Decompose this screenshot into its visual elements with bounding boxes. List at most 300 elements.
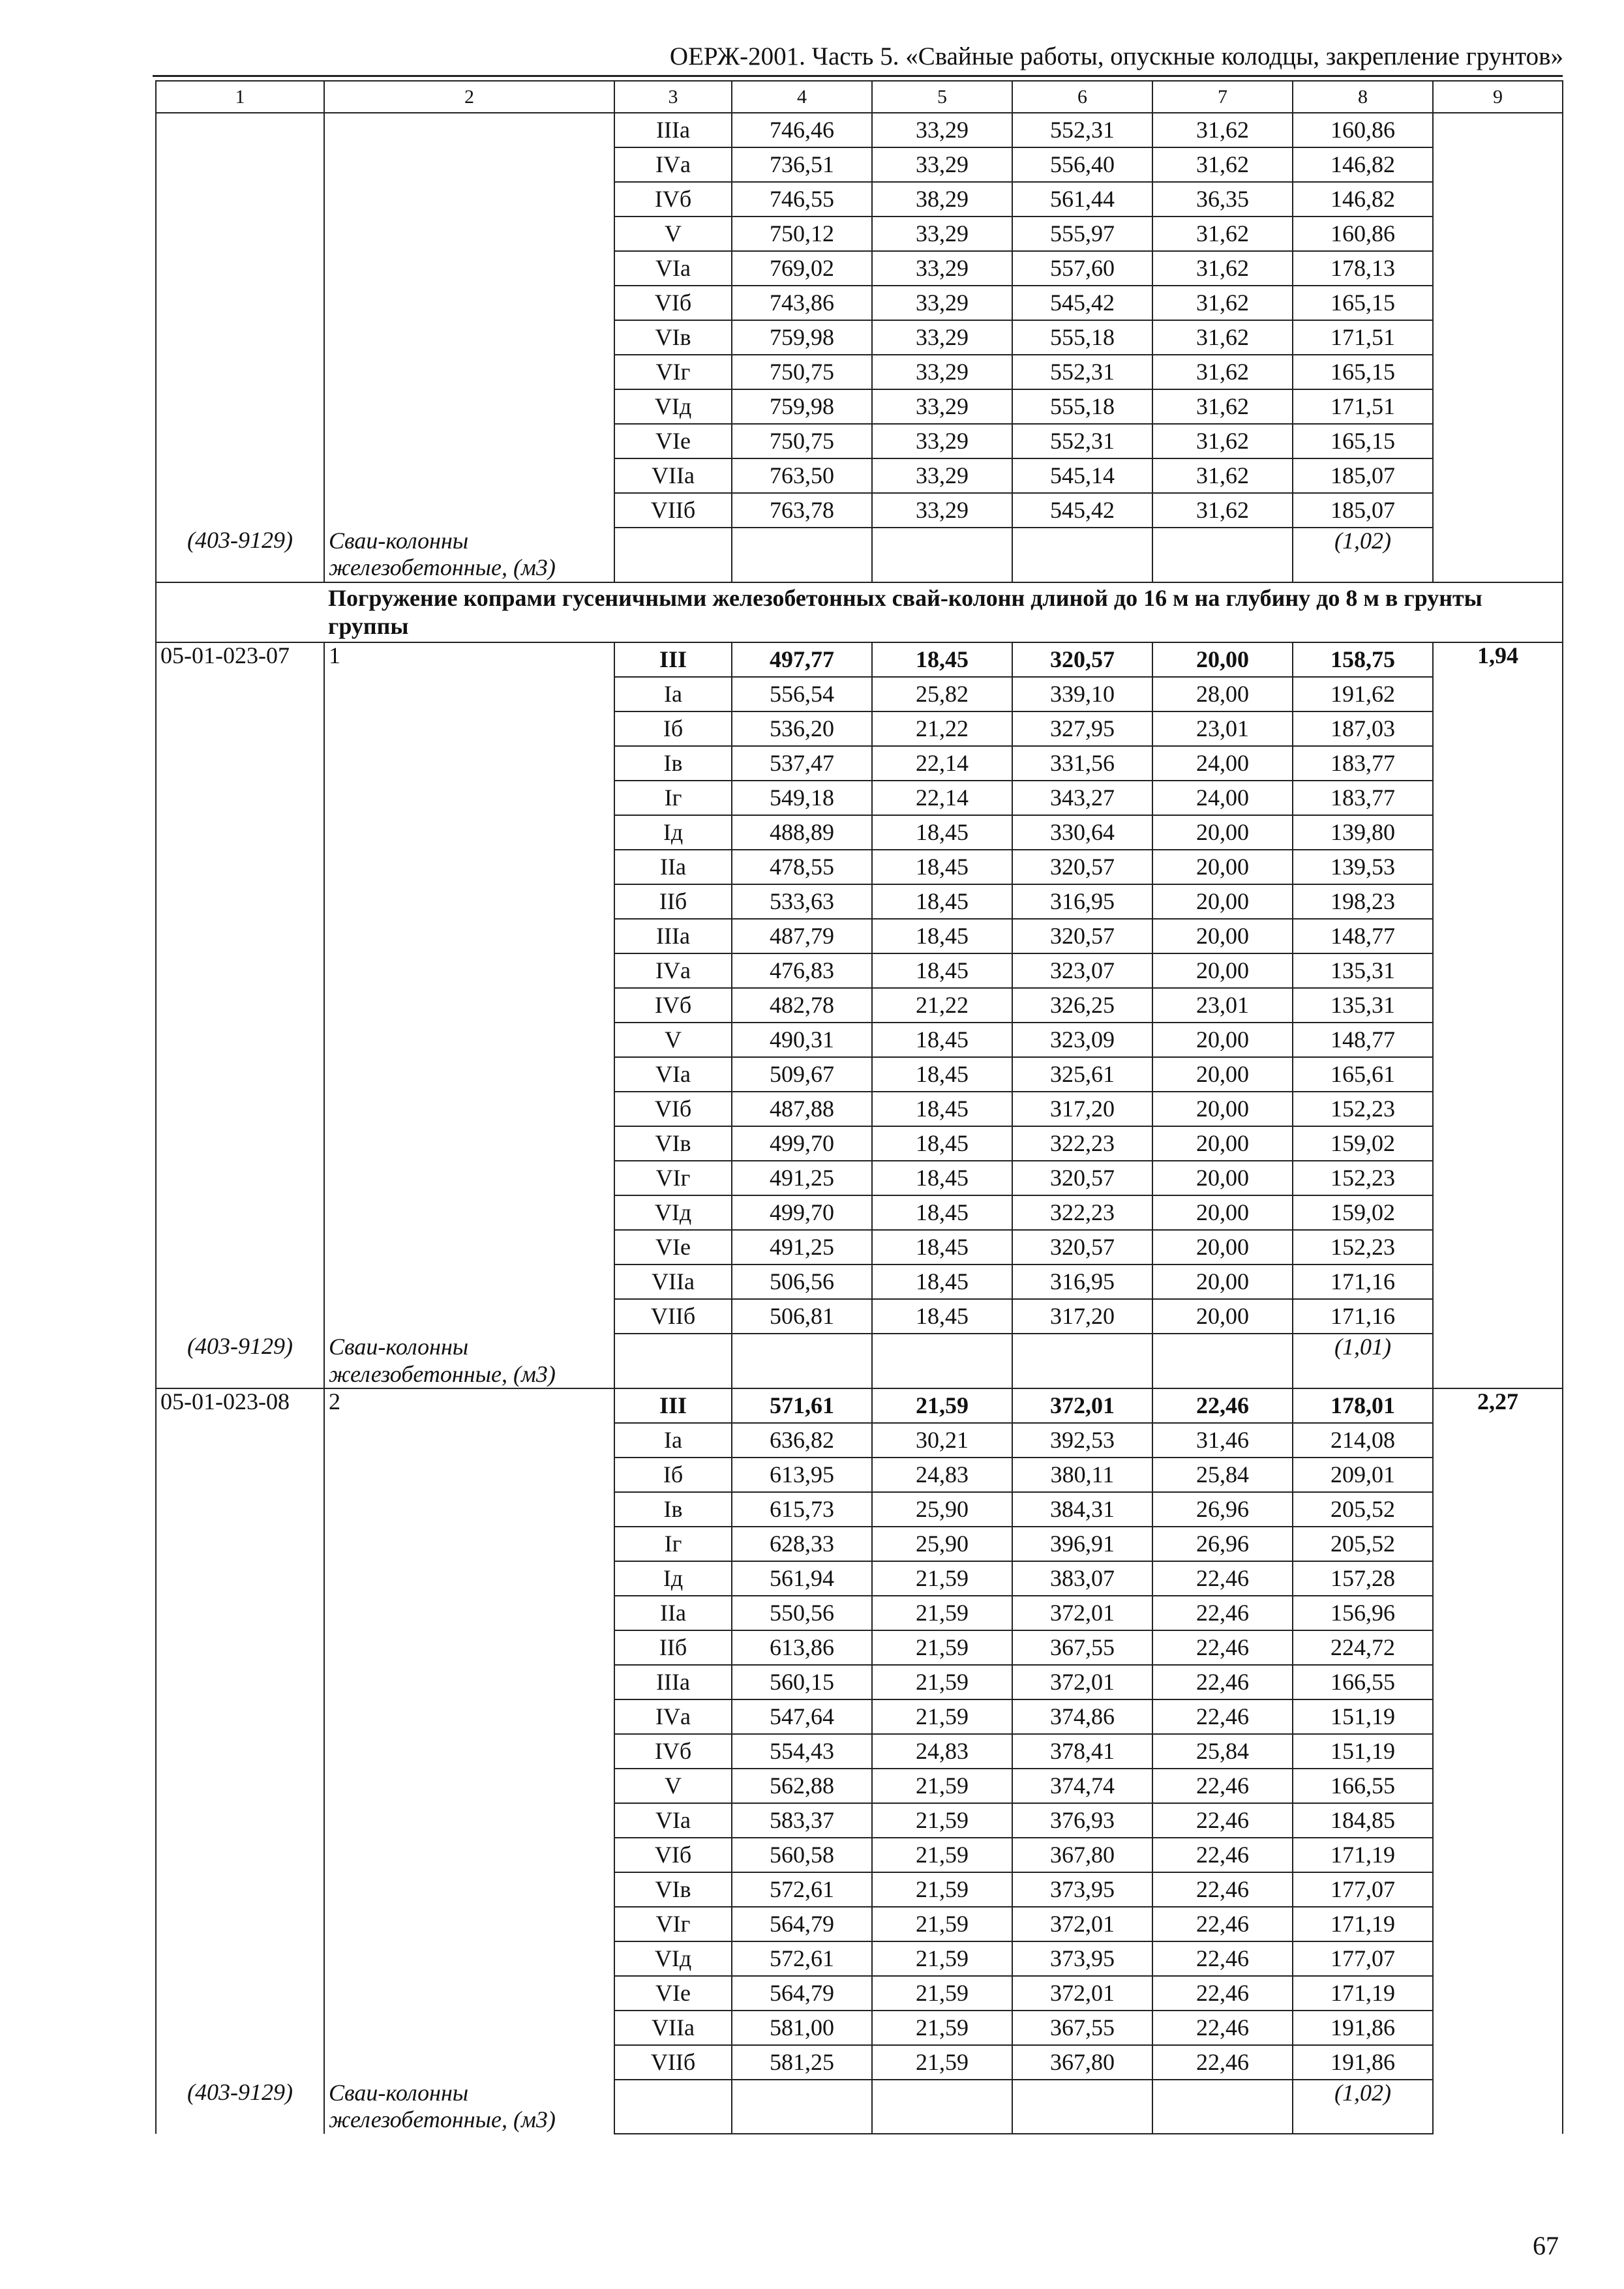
value-cell: 151,19: [1293, 1734, 1433, 1769]
value-cell: 545,14: [1012, 458, 1152, 493]
value-cell: 178,13: [1293, 251, 1433, 286]
value-cell: 33,29: [872, 113, 1012, 147]
soil-category-cell: IIIа: [614, 1665, 732, 1699]
value-cell: 509,67: [732, 1057, 872, 1092]
value-cell: 545,42: [1012, 286, 1152, 320]
value-cell: 156,96: [1293, 1596, 1433, 1630]
value-cell: 746,46: [732, 113, 872, 147]
value-cell: 564,79: [732, 1976, 872, 2011]
value-cell: 20,00: [1152, 1057, 1293, 1092]
soil-category-cell: VIа: [614, 251, 732, 286]
value-cell: 146,82: [1293, 147, 1433, 182]
value-cell: 25,90: [872, 1492, 1012, 1527]
table-row: [156, 113, 1563, 147]
value-cell: 21,59: [872, 2045, 1012, 2080]
soil-category-cell: IVа: [614, 147, 732, 182]
value-cell: 378,41: [1012, 1734, 1152, 1769]
value-cell: 506,56: [732, 1264, 872, 1299]
value-cell: 18,45: [872, 1057, 1012, 1092]
empty-cell: [732, 528, 872, 582]
value-cell: 148,77: [1293, 1023, 1433, 1057]
column-header: 6: [1012, 81, 1152, 113]
value-cell: 22,14: [872, 781, 1012, 815]
value-cell: 21,59: [872, 1596, 1012, 1630]
value-cell: 198,23: [1293, 884, 1433, 919]
value-cell: 171,16: [1293, 1264, 1433, 1299]
value-cell: 20,00: [1152, 1195, 1293, 1230]
value-cell: 317,20: [1012, 1299, 1152, 1334]
value-cell: 557,60: [1012, 251, 1152, 286]
value-cell: 160,86: [1293, 217, 1433, 251]
value-cell: 22,46: [1152, 1596, 1293, 1630]
value-cell: 536,20: [732, 711, 872, 746]
value-cell: 28,00: [1152, 677, 1293, 711]
value-cell: 392,53: [1012, 1423, 1152, 1458]
value-cell: 25,90: [872, 1527, 1012, 1561]
soil-category-cell: VIг: [614, 355, 732, 389]
value-cell: 396,91: [1012, 1527, 1152, 1561]
column-header: 3: [614, 81, 732, 113]
soil-category-cell: IVб: [614, 988, 732, 1023]
value-cell: 23,01: [1152, 711, 1293, 746]
value-cell: 33,29: [872, 217, 1012, 251]
value-cell: 750,12: [732, 217, 872, 251]
value-cell: 327,95: [1012, 711, 1152, 746]
material-code-cell: (403-9129): [156, 2080, 324, 2134]
value-cell: 325,61: [1012, 1057, 1152, 1092]
soil-category-cell: III: [614, 1388, 732, 1423]
value-cell: 555,18: [1012, 320, 1152, 355]
value-cell: 499,70: [732, 1195, 872, 1230]
value-cell: 158,75: [1293, 642, 1433, 677]
value-cell: 561,94: [732, 1561, 872, 1596]
table-row: [156, 1388, 1563, 1423]
soil-category-cell: VIIб: [614, 1299, 732, 1334]
value-cell: 572,61: [732, 1941, 872, 1976]
soil-category-cell: VIIб: [614, 2045, 732, 2080]
value-cell: 31,62: [1152, 355, 1293, 389]
material-qty-cell: (1,02): [1293, 528, 1433, 582]
value-cell: 205,52: [1293, 1492, 1433, 1527]
value-cell: 25,84: [1152, 1734, 1293, 1769]
soil-category-cell: VIIб: [614, 493, 732, 528]
value-cell: 171,51: [1293, 389, 1433, 424]
soil-category-cell: VIе: [614, 424, 732, 458]
value-cell: 21,59: [872, 1699, 1012, 1734]
value-cell: 22,46: [1152, 1388, 1293, 1423]
soil-category-cell: IVб: [614, 182, 732, 217]
soil-category-cell: V: [614, 1023, 732, 1057]
value-cell: 33,29: [872, 251, 1012, 286]
value-cell: 545,42: [1012, 493, 1152, 528]
material-qty-cell: (1,01): [1293, 1334, 1433, 1388]
soil-group-cell: [324, 113, 614, 528]
value-cell: 331,56: [1012, 746, 1152, 781]
value-cell: 372,01: [1012, 1596, 1152, 1630]
column-header: 7: [1152, 81, 1293, 113]
value-cell: 20,00: [1152, 1161, 1293, 1195]
soil-category-cell: Iа: [614, 677, 732, 711]
value-cell: 18,45: [872, 1264, 1012, 1299]
rates-table: [155, 80, 1563, 2134]
empty-cell: [1012, 528, 1152, 582]
value-cell: 487,79: [732, 919, 872, 953]
empty-cell: [732, 1334, 872, 1388]
soil-category-cell: VIIа: [614, 458, 732, 493]
soil-category-cell: V: [614, 1769, 732, 1803]
value-cell: 165,61: [1293, 1057, 1433, 1092]
value-cell: 18,45: [872, 884, 1012, 919]
soil-category-cell: IIб: [614, 884, 732, 919]
section-title-row: [156, 582, 1563, 642]
soil-category-cell: IIа: [614, 1596, 732, 1630]
value-cell: 135,31: [1293, 953, 1433, 988]
value-cell: 750,75: [732, 355, 872, 389]
value-cell: 572,61: [732, 1872, 872, 1907]
value-cell: 166,55: [1293, 1665, 1433, 1699]
soil-group-cell: 2: [324, 1388, 614, 2080]
col9-cell: [1433, 113, 1563, 582]
value-cell: 24,83: [872, 1734, 1012, 1769]
empty-cell: [1012, 2080, 1152, 2134]
soil-category-cell: VIб: [614, 1838, 732, 1872]
value-cell: 165,15: [1293, 286, 1433, 320]
value-cell: 18,45: [872, 953, 1012, 988]
col9-cell: 1,94: [1433, 642, 1563, 1388]
value-cell: 21,59: [872, 1976, 1012, 2011]
value-cell: 21,59: [872, 1803, 1012, 1838]
material-code-cell: (403-9129): [156, 528, 324, 582]
value-cell: 550,56: [732, 1596, 872, 1630]
soil-category-cell: VIг: [614, 1161, 732, 1195]
value-cell: 171,19: [1293, 1976, 1433, 2011]
value-cell: 367,80: [1012, 2045, 1152, 2080]
value-cell: 22,46: [1152, 1941, 1293, 1976]
value-cell: 736,51: [732, 147, 872, 182]
column-number-row: [156, 81, 1563, 113]
material-code-cell: (403-9129): [156, 1334, 324, 1388]
value-cell: 552,31: [1012, 424, 1152, 458]
value-cell: 33,29: [872, 147, 1012, 182]
value-cell: 31,62: [1152, 458, 1293, 493]
value-cell: 214,08: [1293, 1423, 1433, 1458]
value-cell: 160,86: [1293, 113, 1433, 147]
value-cell: 38,29: [872, 182, 1012, 217]
value-cell: 20,00: [1152, 1230, 1293, 1264]
value-cell: 571,61: [732, 1388, 872, 1423]
value-cell: 159,02: [1293, 1195, 1433, 1230]
value-cell: 22,46: [1152, 1872, 1293, 1907]
value-cell: 139,53: [1293, 850, 1433, 884]
empty-cell: [872, 528, 1012, 582]
value-cell: 31,46: [1152, 1423, 1293, 1458]
value-cell: 552,31: [1012, 355, 1152, 389]
material-name-cell: [324, 528, 614, 582]
value-cell: 22,46: [1152, 2011, 1293, 2045]
value-cell: 22,14: [872, 746, 1012, 781]
value-cell: 613,86: [732, 1630, 872, 1665]
value-cell: 476,83: [732, 953, 872, 988]
column-header: 2: [324, 81, 614, 113]
soil-category-cell: IIIа: [614, 113, 732, 147]
value-cell: 320,57: [1012, 919, 1152, 953]
value-cell: 146,82: [1293, 182, 1433, 217]
value-cell: 177,07: [1293, 1941, 1433, 1976]
value-cell: 372,01: [1012, 1976, 1152, 2011]
soil-category-cell: VIIа: [614, 1264, 732, 1299]
value-cell: 20,00: [1152, 1126, 1293, 1161]
soil-category-cell: VIд: [614, 1941, 732, 1976]
value-cell: 746,55: [732, 182, 872, 217]
value-cell: 191,86: [1293, 2011, 1433, 2045]
value-cell: 374,74: [1012, 1769, 1152, 1803]
soil-category-cell: V: [614, 217, 732, 251]
value-cell: 478,55: [732, 850, 872, 884]
value-cell: 18,45: [872, 815, 1012, 850]
column-header: 4: [732, 81, 872, 113]
value-cell: 499,70: [732, 1126, 872, 1161]
material-name-label: Сваи-колонны железобетонные, (м3): [329, 528, 556, 581]
column-header: 5: [872, 81, 1012, 113]
value-cell: 384,31: [1012, 1492, 1152, 1527]
value-cell: 152,23: [1293, 1230, 1433, 1264]
value-cell: 330,64: [1012, 815, 1152, 850]
material-name-cell: [324, 2080, 614, 2134]
material-row: [156, 1334, 1563, 1388]
value-cell: 497,77: [732, 642, 872, 677]
value-cell: 339,10: [1012, 677, 1152, 711]
value-cell: 763,78: [732, 493, 872, 528]
value-cell: 18,45: [872, 642, 1012, 677]
value-cell: 554,43: [732, 1734, 872, 1769]
value-cell: 533,63: [732, 884, 872, 919]
value-cell: 506,81: [732, 1299, 872, 1334]
value-cell: 20,00: [1152, 815, 1293, 850]
value-cell: 316,95: [1012, 1264, 1152, 1299]
value-cell: 18,45: [872, 1195, 1012, 1230]
value-cell: 18,45: [872, 1230, 1012, 1264]
table-body: [156, 113, 1563, 2134]
value-cell: 21,59: [872, 1630, 1012, 1665]
value-cell: 18,45: [872, 1161, 1012, 1195]
value-cell: 33,29: [872, 355, 1012, 389]
soil-category-cell: IVб: [614, 1734, 732, 1769]
value-cell: 316,95: [1012, 884, 1152, 919]
soil-category-cell: IIа: [614, 850, 732, 884]
value-cell: 18,45: [872, 850, 1012, 884]
value-cell: 556,40: [1012, 147, 1152, 182]
empty-cell: [1152, 528, 1293, 582]
value-cell: 185,07: [1293, 493, 1433, 528]
value-cell: 763,50: [732, 458, 872, 493]
value-cell: 21,59: [872, 1561, 1012, 1596]
value-cell: 25,82: [872, 677, 1012, 711]
value-cell: 22,46: [1152, 1803, 1293, 1838]
soil-group-cell: 1: [324, 642, 614, 1334]
table-row: [156, 642, 1563, 677]
soil-category-cell: VIд: [614, 389, 732, 424]
value-cell: 33,29: [872, 424, 1012, 458]
value-cell: 743,86: [732, 286, 872, 320]
empty-cell: [872, 2080, 1012, 2134]
value-cell: 320,57: [1012, 1230, 1152, 1264]
value-cell: 322,23: [1012, 1195, 1152, 1230]
soil-category-cell: VIа: [614, 1803, 732, 1838]
value-cell: 33,29: [872, 493, 1012, 528]
section-title: Погружение копрами гусеничными железобетонных свай-колонн длиной до 16 м на глубину до 8 м в грунты группы: [324, 582, 1563, 642]
soil-category-cell: VIв: [614, 1126, 732, 1161]
rate-code-cell: [156, 113, 324, 528]
value-cell: 367,80: [1012, 1838, 1152, 1872]
value-cell: 636,82: [732, 1423, 872, 1458]
value-cell: 320,57: [1012, 850, 1152, 884]
value-cell: 22,46: [1152, 2045, 1293, 2080]
value-cell: 22,46: [1152, 1699, 1293, 1734]
rate-code-cell: 05-01-023-08: [156, 1388, 324, 2080]
value-cell: 560,15: [732, 1665, 872, 1699]
value-cell: 165,15: [1293, 355, 1433, 389]
soil-category-cell: Iд: [614, 815, 732, 850]
value-cell: 20,00: [1152, 1299, 1293, 1334]
value-cell: 759,98: [732, 389, 872, 424]
value-cell: 487,88: [732, 1092, 872, 1126]
empty-cell: [614, 2080, 732, 2134]
value-cell: 20,00: [1152, 884, 1293, 919]
value-cell: 22,46: [1152, 1665, 1293, 1699]
value-cell: 33,29: [872, 458, 1012, 493]
value-cell: 759,98: [732, 320, 872, 355]
value-cell: 18,45: [872, 919, 1012, 953]
empty-cell: [1012, 1334, 1152, 1388]
soil-category-cell: VIб: [614, 286, 732, 320]
soil-category-cell: VIв: [614, 1872, 732, 1907]
value-cell: 209,01: [1293, 1458, 1433, 1492]
value-cell: 22,46: [1152, 1838, 1293, 1872]
soil-category-cell: Iб: [614, 711, 732, 746]
value-cell: 374,86: [1012, 1699, 1152, 1734]
value-cell: 21,59: [872, 1907, 1012, 1941]
column-header: 8: [1293, 81, 1433, 113]
material-name-label: Сваи-колонны железобетонные, (м3): [329, 1334, 556, 1387]
value-cell: 24,00: [1152, 781, 1293, 815]
value-cell: 615,73: [732, 1492, 872, 1527]
value-cell: 191,86: [1293, 2045, 1433, 2080]
col9-cell: 2,27: [1433, 1388, 1563, 2134]
value-cell: 372,01: [1012, 1907, 1152, 1941]
value-cell: 320,57: [1012, 1161, 1152, 1195]
value-cell: 183,77: [1293, 781, 1433, 815]
value-cell: 31,62: [1152, 113, 1293, 147]
soil-category-cell: Iб: [614, 1458, 732, 1492]
value-cell: 191,62: [1293, 677, 1433, 711]
value-cell: 20,00: [1152, 1264, 1293, 1299]
value-cell: 491,25: [732, 1161, 872, 1195]
soil-category-cell: Iд: [614, 1561, 732, 1596]
value-cell: 561,44: [1012, 182, 1152, 217]
value-cell: 317,20: [1012, 1092, 1152, 1126]
soil-category-cell: IIIа: [614, 919, 732, 953]
value-cell: 152,23: [1293, 1092, 1433, 1126]
soil-category-cell: VIб: [614, 1092, 732, 1126]
value-cell: 320,57: [1012, 642, 1152, 677]
value-cell: 552,31: [1012, 113, 1152, 147]
value-cell: 560,58: [732, 1838, 872, 1872]
material-name-cell: [324, 1334, 614, 1388]
value-cell: 373,95: [1012, 1872, 1152, 1907]
value-cell: 323,07: [1012, 953, 1152, 988]
value-cell: 20,00: [1152, 850, 1293, 884]
value-cell: 380,11: [1012, 1458, 1152, 1492]
value-cell: 21,59: [872, 1665, 1012, 1699]
column-header: 9: [1433, 81, 1563, 113]
value-cell: 20,00: [1152, 953, 1293, 988]
material-name-label: Сваи-колонны железобетонные, (м3): [329, 2079, 556, 2133]
value-cell: 187,03: [1293, 711, 1433, 746]
soil-category-cell: VIIа: [614, 2011, 732, 2045]
value-cell: 750,75: [732, 424, 872, 458]
value-cell: 490,31: [732, 1023, 872, 1057]
value-cell: 21,59: [872, 1838, 1012, 1872]
soil-category-cell: VIг: [614, 1907, 732, 1941]
value-cell: 159,02: [1293, 1126, 1433, 1161]
value-cell: 166,55: [1293, 1769, 1433, 1803]
value-cell: 31,62: [1152, 424, 1293, 458]
value-cell: 22,46: [1152, 1769, 1293, 1803]
value-cell: 31,62: [1152, 320, 1293, 355]
rate-code-cell: 05-01-023-07: [156, 642, 324, 1334]
soil-category-cell: VIе: [614, 1230, 732, 1264]
value-cell: 30,21: [872, 1423, 1012, 1458]
value-cell: 22,46: [1152, 1976, 1293, 2011]
value-cell: 628,33: [732, 1527, 872, 1561]
value-cell: 23,01: [1152, 988, 1293, 1023]
value-cell: 151,19: [1293, 1699, 1433, 1734]
value-cell: 555,18: [1012, 389, 1152, 424]
value-cell: 36,35: [1152, 182, 1293, 217]
value-cell: 581,25: [732, 2045, 872, 2080]
value-cell: 21,59: [872, 1769, 1012, 1803]
empty-cell: [872, 1334, 1012, 1388]
value-cell: 21,59: [872, 1388, 1012, 1423]
value-cell: 31,62: [1152, 147, 1293, 182]
value-cell: 24,00: [1152, 746, 1293, 781]
value-cell: 148,77: [1293, 919, 1433, 953]
empty-cell: [1152, 2080, 1293, 2134]
soil-category-cell: IIб: [614, 1630, 732, 1665]
soil-category-cell: Iг: [614, 781, 732, 815]
soil-category-cell: Iв: [614, 1492, 732, 1527]
value-cell: 376,93: [1012, 1803, 1152, 1838]
value-cell: 20,00: [1152, 919, 1293, 953]
empty-cell: [156, 582, 324, 642]
empty-cell: [614, 528, 732, 582]
value-cell: 581,00: [732, 2011, 872, 2045]
value-cell: 224,72: [1293, 1630, 1433, 1665]
value-cell: 31,62: [1152, 389, 1293, 424]
soil-category-cell: Iа: [614, 1423, 732, 1458]
empty-cell: [1152, 1334, 1293, 1388]
value-cell: 21,59: [872, 1872, 1012, 1907]
value-cell: 323,09: [1012, 1023, 1152, 1057]
value-cell: 33,29: [872, 389, 1012, 424]
value-cell: 613,95: [732, 1458, 872, 1492]
value-cell: 367,55: [1012, 2011, 1152, 2045]
value-cell: 326,25: [1012, 988, 1152, 1023]
value-cell: 178,01: [1293, 1388, 1433, 1423]
value-cell: 152,23: [1293, 1161, 1433, 1195]
value-cell: 583,37: [732, 1803, 872, 1838]
material-row: [156, 2080, 1563, 2134]
